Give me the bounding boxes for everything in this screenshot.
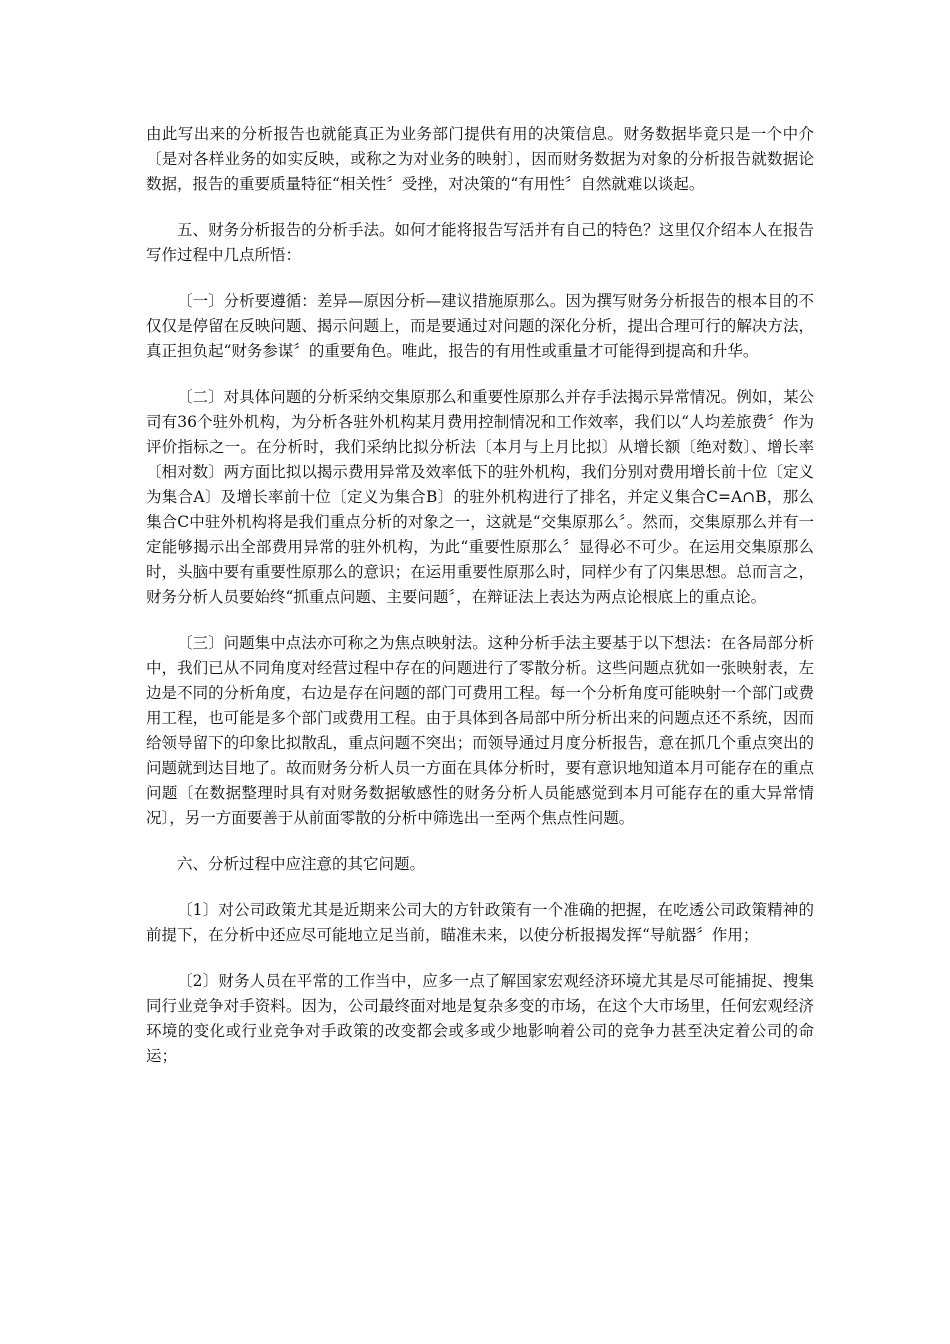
paragraph-section-five-heading: 五、财务分析报告的分析手法。如何才能将报告写活并有自己的特色？这里仅介绍本人在报告写作过程中几点所悟： bbox=[146, 221, 814, 264]
paragraph-intro-continuation: 由此写出来的分析报告也就能真正为业务部门提供有用的决策信息。财务数据毕竟只是一个中介〔是对各样业务的如实反映，或称之为对业务的映射〕，因而财务数据为对象的分析报告就数据论数据，报告的重要质量特征“相关性〞受挫，对决策的“有用性〞自然就难以谈起。 bbox=[146, 125, 814, 193]
paragraph-section-six-heading: 六、分析过程中应注意的其它问题。 bbox=[177, 855, 426, 873]
paragraph-note-one: 〔1〕对公司政策尤其是近期来公司大的方针政策有一个准确的把握，在吃透公司政策精神的前提下，在分析中还应尽可能地立足当前，瞄准未来，以使分析报揭发挥“导航器〞作用； bbox=[146, 901, 814, 944]
paragraph-note-two: 〔2〕财务人员在平常的工作当中，应多一点了解国家宏观经济环境尤其是尽可能捕捉、搜集同行业竞争对手资料。因为，公司最终面对地是复杂多变的市场，在这个大市场里，任何宏观经济环境的变化或行业竞争对手政策的改变都会或多或少地影响着公司的竞争力甚至决定着公司的命运； bbox=[146, 972, 814, 1065]
paragraph-method-three: 〔三〕问题集中点法亦可称之为焦点映射法。这种分析手法主要基于以下想法：在各局部分析中，我们已从不同角度对经营过程中存在的问题进行了零散分析。这些问题点犹如一张映射表，左边是不同的分析角度，右边是存在问题的部门可费用工程。每一个分析角度可能映射一个部门或费用工程，也可能是多个部门或费用工程。由于具体到各局部中所分析出来的问题点还不系统，因而给领导留下的印象比拟散乱，重点问题不突出；而领导通过月度分析报告，意在抓几个重点突出的问题就到达目地了。故而财务分析人员一方面在具体分析时，要有意识地知道本月可能存在的重点问题〔在数据整理时具有对财务数据敏感性的财务分析人员能感觉到本月可能存在的重大异常情况〕，另一方面要善于从前面零散的分析中筛选出一至两个焦点性问题。 bbox=[146, 634, 814, 827]
paragraph-method-one: 〔一〕分析要遵循：差异—原因分析—建议措施原那么。因为撰写财务分析报告的根本目的不仅仅是停留在反映问题、揭示问题上，而是要通过对问题的深化分析，提出合理可行的解决方法，真正担负起“财务参谋〞的重要角色。唯此，报告的有用性或重量才可能得到提高和升华。 bbox=[146, 292, 814, 360]
paragraph-method-two: 〔二〕对具体问题的分析采纳交集原那么和重要性原那么并存手法揭示异常情况。例如，某公司有36个驻外机构，为分析各驻外机构某月费用控制情况和工作效率，我们以“人均差旅费〞作为评价指标之一。在分析时，我们采纳比拟分析法〔本月与上月比拟〕从增长额〔绝对数〕、增长率〔相对数〕两方面比拟以揭示费用异常及效率低下的驻外机构，我们分别对费用增长前十位〔定义为集合A〕及增长率前十位〔定义为集合B〕的驻外机构进行了排名，并定义集合C=A∩B，那么集合C中驻外机构将是我们重点分析的对象之一，这就是“交集原那么〞。然而，交集原那么并有一定能够揭示出全部费用异常的驻外机构，为此“重要性原那么〞显得必不可少。在运用交集原那么时，头脑中要有重要性原那么的意识；在运用重要性原那么时，同样少有了闪集思想。总而言之，财务分析人员要始终“抓重点问题、主要问题〞，在辩证法上表达为两点论根底上的重点论。 bbox=[146, 388, 814, 606]
document-page bbox=[146, 122, 814, 1090]
